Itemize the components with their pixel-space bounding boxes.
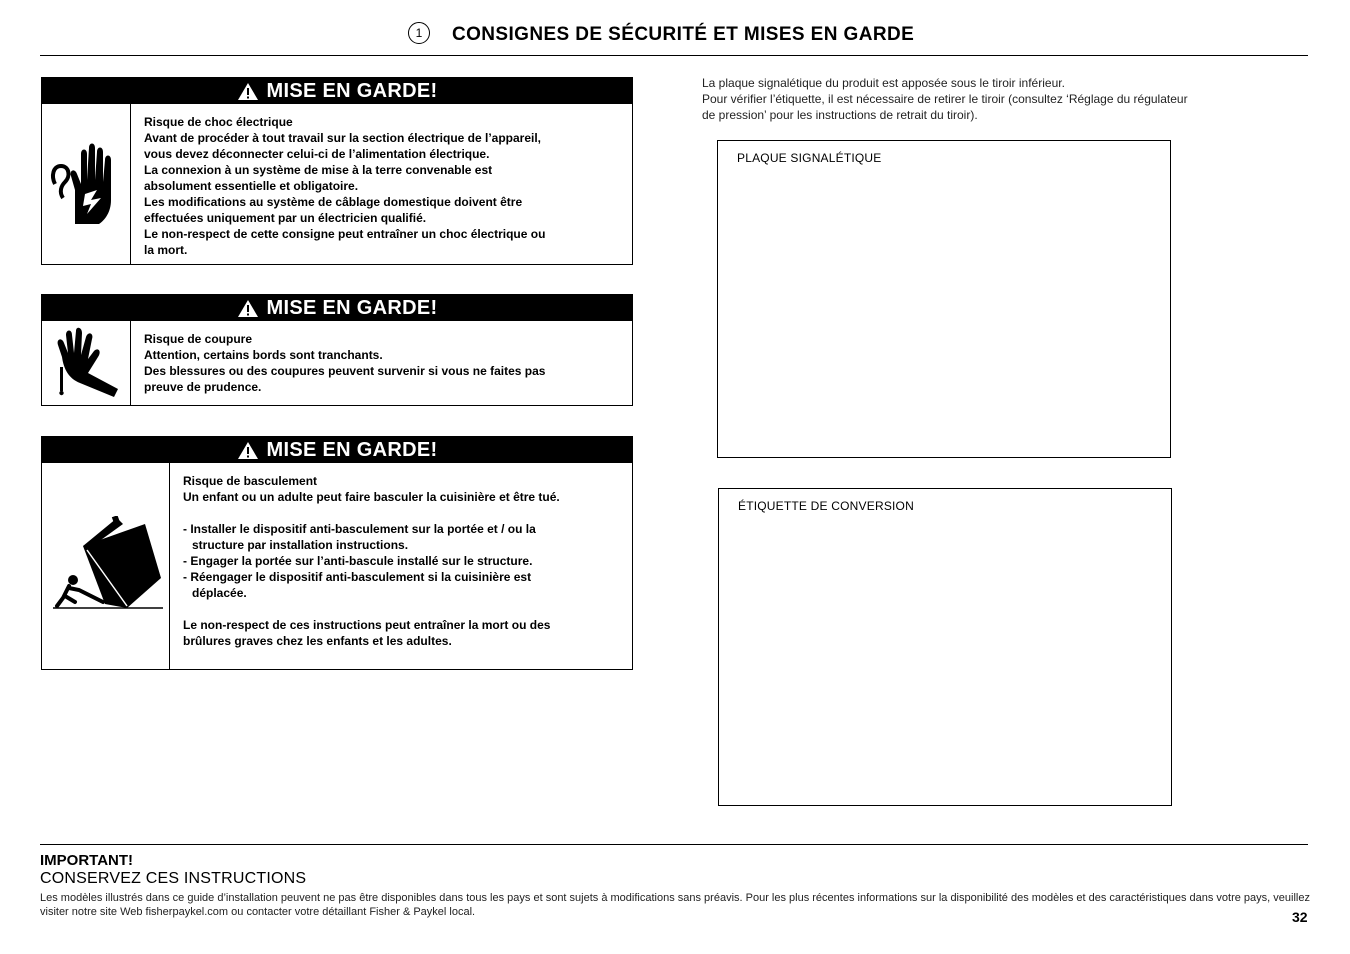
warning-triangle-icon [237,299,259,318]
warning-header [42,78,632,104]
cut-hand-icon [42,321,131,405]
rating-plate-title: PLAQUE SIGNALÉTIQUE [737,151,882,165]
warning-header [42,295,632,321]
conserve-instructions-heading: CONSERVEZ CES INSTRUCTIONS [40,870,307,887]
warning-box-cut [41,294,633,406]
rating-plate-box [717,140,1171,458]
warning-header [42,437,632,463]
intro-line: Pour vérifier l’étiquette, il est nécessaire de retirer le tiroir (consultez ‘Réglage du régulateur [702,92,1188,106]
electric-shock-hand-icon [42,104,131,264]
rating-plate-intro [702,75,1302,123]
conversion-label-box [718,488,1172,806]
warning-box-electric-shock [41,77,633,265]
tip-over-range-icon [42,463,170,669]
page-title: CONSIGNES DE SÉCURITÉ ET MISES EN GARDE [452,24,915,45]
warning-text: Risque de choc électrique Avant de procéder à tout travail sur la section électrique de l’appareil, vous devez déconnecter celui-ci de l’alimentation électrique. La connexion à un système de mise à la terre convenable est absolument essentielle et obligatoire. Les modifications au système de câblage domestique doivent être effectuées uniquement par un électricien qualifié. Le non-respect de cette consigne peut entraîner un choc électrique ou la mort. [144,115,546,257]
page-number: 32 [1292,909,1308,925]
footer-divider [40,844,1308,845]
intro-line: La plaque signalétique du produit est apposée sous le tiroir inférieur. [702,76,1065,90]
warning-title: MISE EN GARDE! [266,439,438,461]
important-heading: IMPORTANT! [40,852,134,869]
warning-triangle-icon [237,82,259,101]
warning-triangle-icon [237,441,259,460]
intro-line: de pression’ pour les instructions de retrait du tiroir). [702,108,978,122]
warning-box-tip-over [41,436,633,670]
conversion-label-title: ÉTIQUETTE DE CONVERSION [738,499,914,513]
page-header [40,20,1308,56]
warning-text: Risque de basculement Un enfant ou un adulte peut faire basculer la cuisinière et être tué. - Installer le dispositif anti-basculement sur la portée et / ou la structure par installation instructions. - Engager la portée sur l’anti-bascule installé sur le structure. - Réengager le dispositif anti-basculement si la cuisinière est déplacée. Le non-respect de ces instructions peut entraîner la mort ou des brûlures graves chez les enfants et les adultes. [183,474,560,648]
section-number-badge: 1 [408,22,430,44]
warning-title: MISE EN GARDE! [266,80,438,102]
footer-disclaimer: Les modèles illustrés dans ce guide d’installation peuvent ne pas être disponibles dans tous les pays et sont sujets à modifications sans préavis. Pour les plus récentes informations sur la disponibilité des modèles et des caractéristiques dans votre pays, veuillez visiter notre site Web fisherpaykel.com ou contacter votre détaillant Fisher & Paykel local. [40,892,1310,918]
warning-text: Risque de coupure Attention, certains bords sont tranchants. Des blessures ou des coupures peuvent survenir si vous ne faites pas preuve de prudence. [144,332,546,394]
warning-title: MISE EN GARDE! [266,297,438,319]
